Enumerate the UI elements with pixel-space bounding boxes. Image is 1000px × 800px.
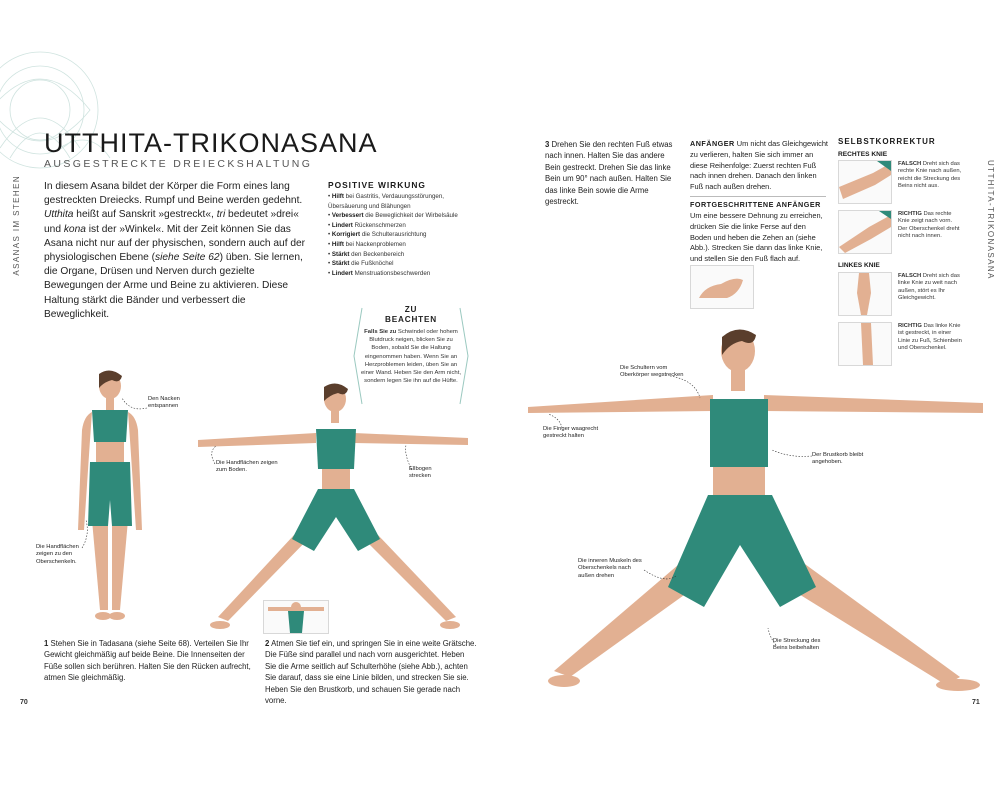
- correction-text-3: [898, 273, 962, 302]
- benefit-keyword: Korrigiert: [331, 231, 361, 239]
- anfaenger-heading: ANFÄNGER: [690, 139, 735, 148]
- foot-image: [691, 266, 753, 308]
- benefit-text: den Beckenbereich: [349, 250, 405, 258]
- rechtes-knie-heading: RECHTES KNIE: [838, 151, 888, 158]
- foot-detail-image: [690, 265, 754, 309]
- step-2-body: Atmen Sie tief ein, und springen Sie in eine weite Grätsche. Die Füße sind parallel und nach vorn ausgerichtet. Heben Sie die Arme seitlich auf Schulterhöhe (siehe Abb.), achten Sie darauf, dass sie eine Linie bilden, und strecken Sie sie. Heben Sie den Brustkorb, und schauen Sie gerade nach vorne.: [265, 639, 477, 706]
- correction-image-3: [838, 272, 892, 316]
- intro-segment: kona: [63, 223, 86, 235]
- section-label-right: UTTHITA-TRIKONASANA: [986, 160, 995, 280]
- section-label-left: ASANAS IM STEHEN: [12, 175, 21, 276]
- benefit-keyword: Lindert: [331, 269, 353, 277]
- intro-segment: ist der »Winkel«. Mit der Zeit können Sie das Asana nicht nur auf der physischen, sondern auch auf der physiologischen Ebene (: [44, 223, 306, 264]
- callout-handflaechen-boden: Die Handflächen zeigen zum Boden.: [216, 460, 278, 474]
- correction-text-1: [898, 161, 962, 190]
- step-1-body: Stehen Sie in Tadasana (siehe Seite 68). Verteilen Sie Ihr Gewicht gleichmäßig auf beide Beine. Die Innenseiten der Füße sollen sich berühren. Halten Sie den Rücken aufrecht, atmen Sie gleichmäßig.: [44, 639, 251, 683]
- step-3-text: [545, 139, 675, 207]
- correction-text-4: [898, 323, 962, 352]
- correction-image-4: [838, 322, 892, 366]
- callout-schultern: Die Schultern vom Oberkörper wegstrecken: [620, 365, 684, 379]
- benefit-keyword: Hilft: [331, 240, 344, 248]
- fortgeschrittene-text: Um eine bessere Dehnung zu erreichen, drücken Sie die linke Ferse auf den Boden und heben die Zehen an (siehe Abb.). Strecken Sie dann das linke Knie, und stellen Sie den Fuß flach auf.: [690, 211, 823, 264]
- intro-segment: ) üben. Sie lernen, die Organe, Drüsen und Nerven durch gezielte Bewegungen der Arme und Beine zu aktivieren. Diese Haltung stärkt die Bänder und verbessert die Beweglichkeit.: [44, 252, 303, 320]
- correction-body-3: Dreht sich das linke Knie zu weit nach außen, stört es Ihr Gleichgewicht.: [898, 273, 960, 301]
- benefit-text: Menstruationsbeschwerden: [352, 269, 431, 277]
- correction-body-2: Das rechte Knie zeigt nach vorn. Der Oberschenkel dreht nicht nach innen.: [898, 211, 960, 239]
- page-number-left: 70: [20, 699, 28, 706]
- callout-ellbogen: Ellbogen strecken: [409, 466, 432, 480]
- benefit-keyword: Verbessert: [331, 212, 364, 220]
- note-heading-line2: BEACHTEN: [385, 315, 437, 324]
- correction-label-3: FALSCH: [898, 273, 922, 279]
- intro-segment: bedeutet »drei« und: [44, 209, 299, 235]
- correction-body-4: Das linke Knie ist gestreckt, in einer Linie zu Fuß, Schienbein und Oberschenkel.: [898, 323, 962, 351]
- correction-label-4: RICHTIG: [898, 323, 922, 329]
- step-1-text: [44, 638, 254, 684]
- page-subtitle: AUSGESTRECKTE DREIECKSHALTUNG: [44, 158, 313, 170]
- intro-segment: Utthita: [44, 209, 74, 221]
- note-heading-line1: ZU: [404, 305, 418, 314]
- fortgeschrittene-heading: FORTGESCHRITTENE ANFÄNGER: [690, 200, 821, 209]
- callout-nacken: Den Nacken entspannen: [148, 396, 180, 410]
- anfaenger-body: Um nicht das Gleichgewicht zu verlieren, halten Sie sich immer an diese Reihenfolge: Zuerst rechten Fuß nach innen drehen. Danach den linken Fuß nach außen drehen.: [690, 139, 828, 192]
- note-body: Schwindel oder hohem Blutdruck neigen, blicken Sie zu Boden, sobald Sie die Haltung eingenommen haben. Wenn Sie an Herzproblemen leiden, üben Sie an einer Wand. Heben Sie den Arm nicht, sondern legen Sie ihn auf die Hüfte.: [361, 329, 461, 385]
- step-3-body: Drehen Sie den rechten Fuß etwas nach innen. Halten Sie das andere Bein gestreckt. Drehen Sie das linke Bein um 90° nach außen. Halten Sie das linke Bein sowie die Arme gestreckt.: [545, 140, 673, 207]
- knee-image-3: [839, 273, 891, 315]
- intro-segment: siehe Seite 62: [155, 252, 220, 264]
- intro-segment: heißt auf Sanskrit »gestreckt«,: [73, 209, 217, 221]
- correction-text-2: [898, 211, 962, 240]
- benefit-keyword: Lindert: [331, 221, 353, 229]
- correction-label-1: FALSCH: [898, 161, 922, 167]
- linkes-knie-heading: LINKES KNIE: [838, 262, 880, 269]
- step-1-number: 1: [44, 639, 49, 648]
- page-number-right: 71: [972, 699, 980, 706]
- correction-body-1: Dreht sich das rechte Knie nach außen, reicht die Streckung des Beins nicht aus.: [898, 161, 962, 189]
- divider-rule: [690, 196, 826, 197]
- korrektur-heading: SELBSTKORREKTUR: [838, 137, 936, 146]
- intro-segment: In diesem Asana bildet der Körper die Form eines lang gestreckten Dreiecks. Rumpf und Beine werden gedehnt.: [44, 181, 303, 207]
- benefit-text: die Beweglichkeit der Wirbelsäule: [363, 212, 458, 220]
- note-bold: Falls Sie zu: [364, 329, 397, 335]
- correction-image-2: [838, 210, 892, 254]
- benefit-text: bei Gastritis, Verdauungsstörungen, Übersäuerung und Blähungen: [328, 193, 445, 210]
- knee-image-2: [839, 211, 891, 253]
- callout-handflaechen-ober: Die Handflächen zeigen zu den Oberschenkeln.: [36, 544, 79, 565]
- correction-image-1: [838, 160, 892, 204]
- benefit-text: die Fußknöchel: [349, 260, 394, 268]
- benefit-text: Rückenschmerzen: [352, 221, 406, 229]
- correction-label-2: RICHTIG: [898, 211, 922, 217]
- knee-image-4: [839, 323, 891, 365]
- benefits-heading: POSITIVE WIRKUNG: [328, 180, 426, 190]
- callout-streckung: Die Streckung des Beins beibehalten: [773, 638, 821, 652]
- anfaenger-text: [690, 139, 828, 193]
- intro-segment: tri: [216, 209, 226, 221]
- benefit-text: bei Nackenproblemen: [343, 240, 406, 248]
- callout-muskeln: Die inneren Muskeln des Oberschenkels nach außen drehen: [578, 558, 642, 579]
- benefit-text: die Schulterausrichtung: [360, 231, 427, 239]
- benefit-keyword: Hilft: [331, 193, 344, 200]
- step-2-number: 2: [265, 639, 270, 648]
- knee-image-1: [839, 161, 891, 203]
- callout-finger: Die Finger waagrecht gestreckt halten: [543, 426, 599, 440]
- benefit-keyword: Stärkt: [331, 250, 350, 258]
- callout-brustkorb: Der Brustkorb bleibt angehoben.: [812, 452, 864, 466]
- page-title: UTTHITA-TRIKONASANA: [44, 128, 378, 158]
- benefit-keyword: Stärkt: [331, 260, 350, 268]
- step-2-text: [265, 638, 477, 706]
- step-3-number: 3: [545, 140, 550, 149]
